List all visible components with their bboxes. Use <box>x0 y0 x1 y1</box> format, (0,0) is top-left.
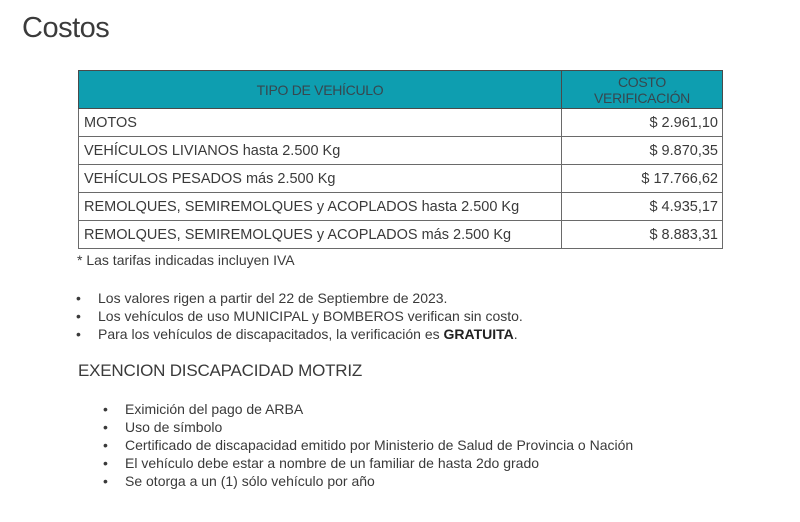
vehicle-type-cell: REMOLQUES, SEMIREMOLQUES y ACOPLADOS más 2.500 Kg <box>79 221 562 249</box>
page-title: Costos <box>22 12 110 44</box>
table-row <box>79 137 723 165</box>
exemption-heading: EXENCION DISCAPACIDAD MOTRIZ <box>78 361 363 380</box>
table-row <box>79 165 723 193</box>
list-item: • Uso de símbolo <box>103 418 633 436</box>
cost-cell: $ 9.870,35 <box>562 137 723 165</box>
free-emphasis: GRATUITA <box>443 326 514 342</box>
list-item-text: Para los vehículos de discapacitados, la verificación es <box>98 326 444 342</box>
list-item: • Certificado de discapacidad emitido por Ministerio de Salud de Provincia o Nación <box>103 436 633 454</box>
list-item-suffix: . <box>513 326 518 342</box>
list-item <box>76 325 523 343</box>
list-item: • Se otorga a un (1) sólo vehículo por año <box>103 472 633 490</box>
table-row <box>79 221 723 249</box>
tax-note: * Las tarifas indicadas incluyen IVA <box>77 252 295 268</box>
cost-cell: $ 17.766,62 <box>562 165 723 193</box>
list-item: • El vehículo debe estar a nombre de un familiar de hasta 2do grado <box>103 454 633 472</box>
vehicle-type-cell: VEHÍCULOS PESADOS más 2.500 Kg <box>79 165 562 193</box>
list-item: • Eximición del pago de ARBA <box>103 400 633 418</box>
exemption-list <box>103 400 633 490</box>
cost-cell: $ 8.883,31 <box>562 221 723 249</box>
list-item: • Los valores rigen a partir del 22 de Septiembre de 2023. <box>76 289 523 307</box>
cost-cell: $ 4.935,17 <box>562 193 723 221</box>
column-header-verification-cost: COSTO VERIFICACIÓN <box>562 71 723 109</box>
table-row <box>79 109 723 137</box>
costs-table <box>78 70 723 249</box>
vehicle-type-cell: VEHÍCULOS LIVIANOS hasta 2.500 Kg <box>79 137 562 165</box>
info-list <box>76 289 523 343</box>
cost-cell: $ 2.961,10 <box>562 109 723 137</box>
vehicle-type-cell: MOTOS <box>79 109 562 137</box>
vehicle-type-cell: REMOLQUES, SEMIREMOLQUES y ACOPLADOS hasta 2.500 Kg <box>79 193 562 221</box>
list-item: • Los vehículos de uso MUNICIPAL y BOMBEROS verifican sin costo. <box>76 307 523 325</box>
table-row <box>79 193 723 221</box>
table-header-row <box>79 71 723 109</box>
column-header-vehicle-type: TIPO DE VEHÍCULO <box>79 71 562 109</box>
